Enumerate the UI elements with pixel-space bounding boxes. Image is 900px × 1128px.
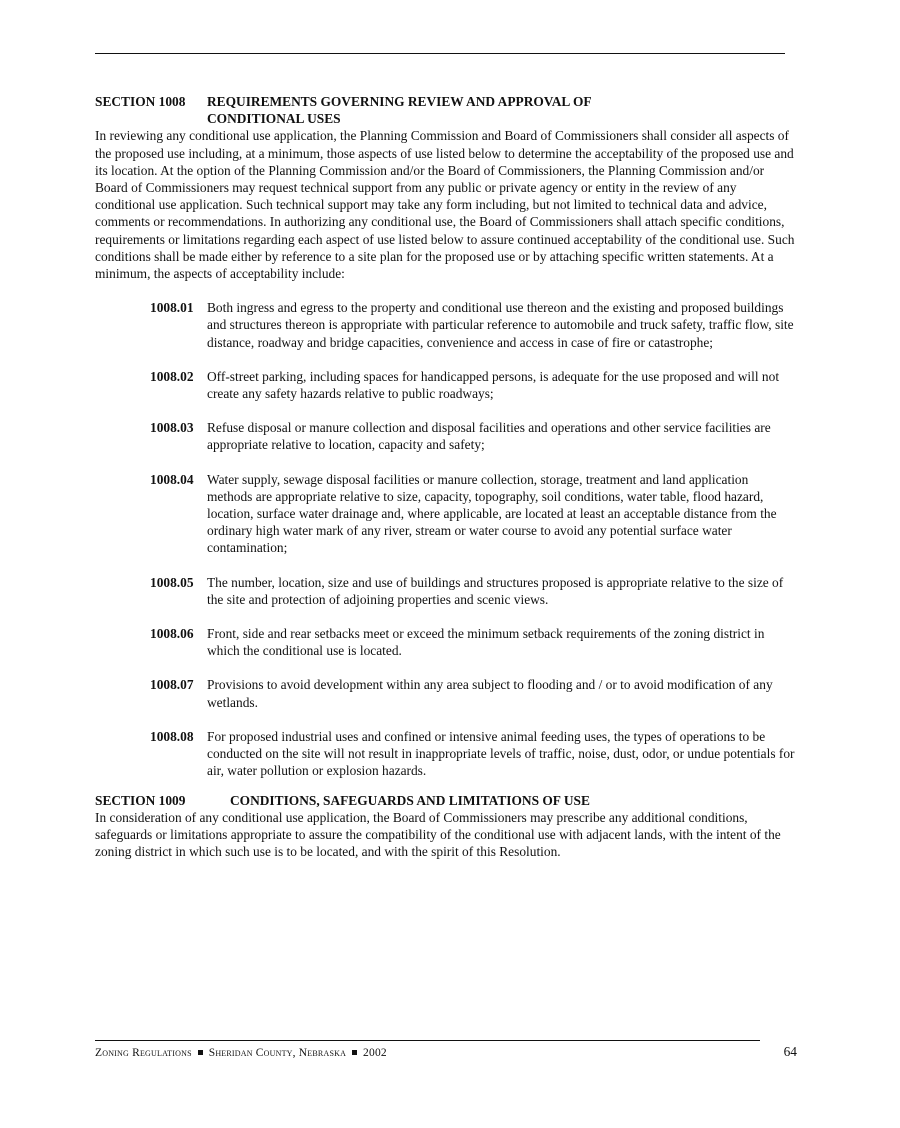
list-item (150, 676, 795, 710)
list-item (150, 625, 795, 659)
item-text: The number, location, size and use of buildings and structures proposed is appropriate relative to the size of the site and protection of adjoining properties and scenic views. (207, 574, 784, 607)
item-number: 1008.06 (150, 626, 194, 642)
section-1009-body: In consideration of any conditional use application, the Board of Commissioners may prescribe any additional conditions, safeguards or limitations appropriate to assure the compatibility of the conditional use with adjacent lands, with the intent of the zoning district in which such use is to be located, and with the spirit of this Resolution. (95, 809, 781, 860)
section-1008-number: SECTION 1008 (95, 94, 186, 109)
footer-county: Sheridan County, Nebraska (208, 1047, 347, 1059)
item-text: Water supply, sewage disposal facilities or manure collection, storage, treatment and land application methods are appropriate relative to size, capacity, topography, soil conditions, water table, flood hazard, location, surface water drainage and, where applicable, are located at least an acceptable distance from the ordinary high water mark of any river, stream or water course to avoid any potential surface water contamination; (207, 471, 777, 556)
item-text: For proposed industrial uses and confined or intensive animal feeding uses, the types of operations to be conducted on the site will not result in inappropriate levels of traffic, noise, dust, odor, or undue potentials for air, water pollution or explosion hazards. (207, 728, 795, 779)
section-1009-title: CONDITIONS, SAFEGUARDS AND LIMITATIONS OF USE (230, 792, 590, 808)
item-number: 1008.08 (150, 728, 194, 744)
item-text: Refuse disposal or manure collection and disposal facilities and operations and other service facilities are appropriate relative to location, capacity and safety; (207, 420, 771, 453)
bullet-separator-icon (352, 1050, 357, 1055)
item-number: 1008.02 (150, 368, 194, 384)
section-1008-title: REQUIREMENTS GOVERNING REVIEW AND APPROVAL OF CONDITIONAL USES (207, 94, 592, 127)
footer-year: 2002 (363, 1047, 387, 1059)
item-text: Front, side and rear setbacks meet or exceed the minimum setback requirements of the zoning district in which the conditional use is located. (207, 626, 765, 659)
list-item (150, 728, 795, 780)
section-1009-heading (95, 792, 795, 809)
item-text: Provisions to avoid development within any area subject to flooding and / or to avoid modification of any wetlands. (207, 677, 773, 710)
footer-title: Zoning Regulations (95, 1047, 192, 1059)
item-number: 1008.05 (150, 574, 194, 590)
footer-rule (95, 1040, 760, 1041)
list-item (150, 368, 795, 402)
section-1008-intro: In reviewing any conditional use application, the Planning Commission and Board of Commissioners shall consider all aspects of the proposed use including, at a minimum, those aspects of use listed below to determine the acceptability of the proposed use and its location. At the option of the Planning Commission and/or the Board of Commissioners, the Planning Commission and/or Board of Commissioners may request technical support from any public or private agency or entity in the review of any conditional use application. Such technical support may take any form including, but not limited to technical data and advice, comments or recommendations. In authorizing any conditional use, the Board of Commissioners shall attach specific conditions, requirements or limitations regarding each aspect of use listed below to assure continued acceptability of the conditional use. Such conditions shall be made either by reference to a site plan for the proposed use or by attaching specific written statements. At a minimum, the aspects of acceptability include: (95, 128, 795, 282)
item-number: 1008.04 (150, 471, 194, 487)
item-text: Both ingress and egress to the property and conditional use thereon and the existing and proposed buildings and structures thereon is appropriate with particular reference to automobile and truck safety, traffic flow, site distance, roadway and bridge capacities, convenience and access in case of fire or catastrophe; (207, 300, 794, 350)
list-item (150, 419, 795, 453)
section-1008-heading (95, 93, 795, 127)
page-number: 64 (783, 1044, 797, 1059)
page-footer (95, 1044, 795, 1060)
section-1008-items (95, 299, 795, 779)
item-number: 1008.07 (150, 677, 194, 693)
document-body (95, 93, 795, 860)
list-item (150, 471, 795, 557)
list-item (150, 574, 795, 608)
list-item (150, 299, 795, 351)
section-1009-number: SECTION 1009 (95, 792, 186, 808)
footer-citation (95, 1047, 387, 1059)
item-number: 1008.03 (150, 420, 194, 436)
item-number: 1008.01 (150, 300, 194, 316)
header-rule (95, 53, 785, 54)
bullet-separator-icon (198, 1050, 203, 1055)
item-text: Off-street parking, including spaces for handicapped persons, is adequate for the use proposed and will not create any safety hazards relative to public roadways; (207, 368, 780, 402)
